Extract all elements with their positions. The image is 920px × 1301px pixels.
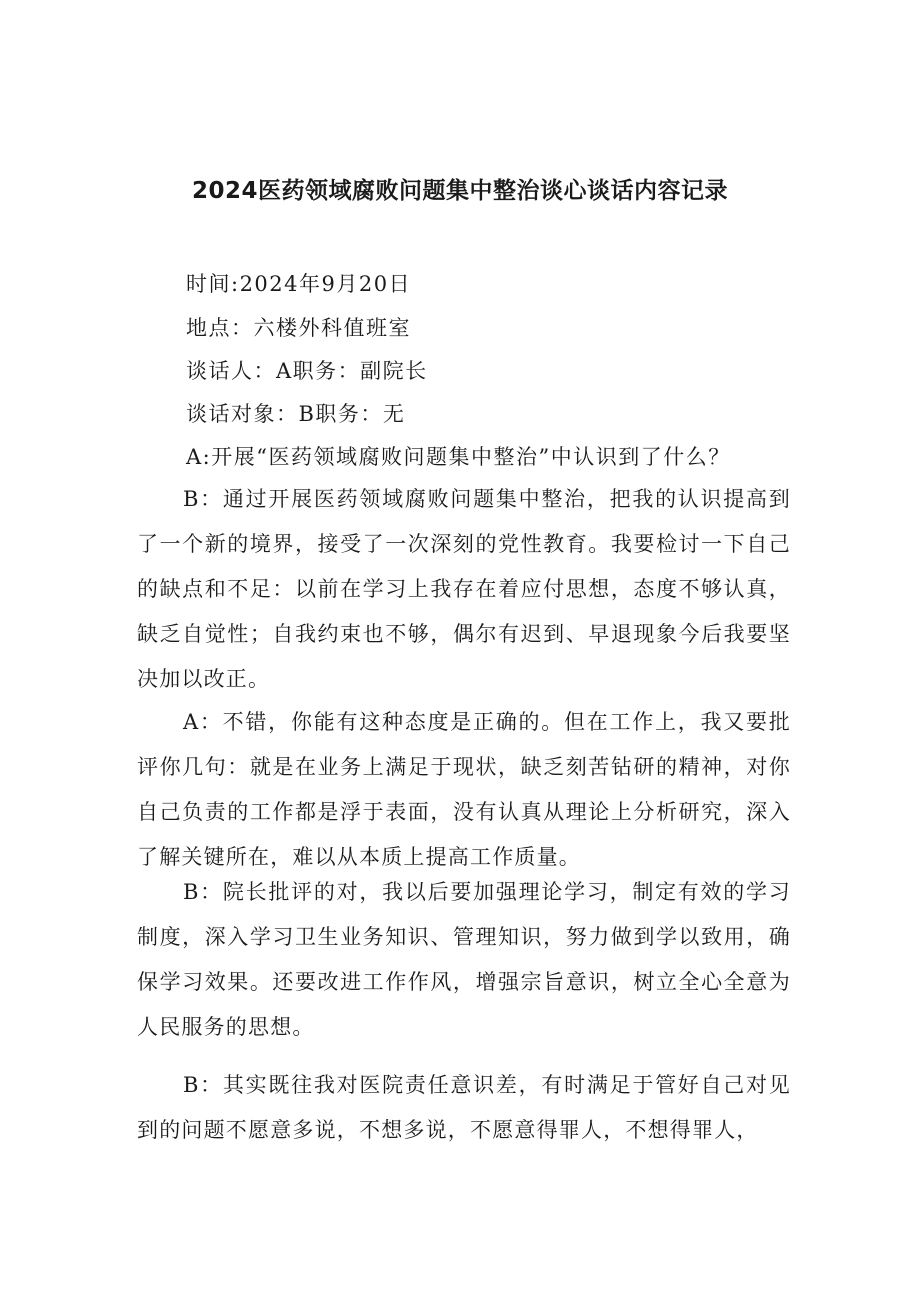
document-title: 2024医药领域腐败问题集中整治谈心谈话内容记录 xyxy=(191,178,728,204)
meta-place: 地点：六楼外科值班室 xyxy=(186,316,411,340)
meta-time: 时间:2024年9月20日 xyxy=(186,272,412,296)
paragraph-b-response-3: B：其实既往我对医院责任意识差，有时满足于管好自己对见到的问题不愿意多说，不想多说，不愿意得罪人，不想得罪人， xyxy=(137,1073,791,1142)
paragraph-b-response-1: B：通过开展医药领域腐败问题集中整治，把我的认识提高到了一个新的境界，接受了一次深刻的党性教育。我要检讨一下自己的缺点和不足：以前在学习上我存在着应付思想，态度不够认真，缺乏自觉性；自我约束也不够，偶尔有迟到、早退现象今后我要坚决加以改正。 xyxy=(137,487,791,691)
meta-target: 谈话对象：B职务：无 xyxy=(186,402,406,426)
paragraph-a-response: A：不错，你能有这种态度是正确的。但在工作上，我又要批评你几句：就是在业务上满足于现状，缺乏刻苦钻研的精神，对你自己负责的工作都是浮于表面，没有认真从理论上分析研究，深入了解关键所在，难以从本质上提高工作质量。 xyxy=(137,710,791,869)
opening-question: A:开展“医药领域腐败问题集中整治”中认识到了什么？ xyxy=(186,445,731,469)
paragraph-b-response-2: B：院长批评的对，我以后要加强理论学习，制定有效的学习制度，深入学习卫生业务知识、管理知识，努力做到学以致用，确保学习效果。还要改进工作作风，增强宗旨意识，树立全心全意为人民服务的思想。 xyxy=(137,880,791,1039)
meta-speaker: 谈话人：A职务：副院长 xyxy=(186,359,428,383)
